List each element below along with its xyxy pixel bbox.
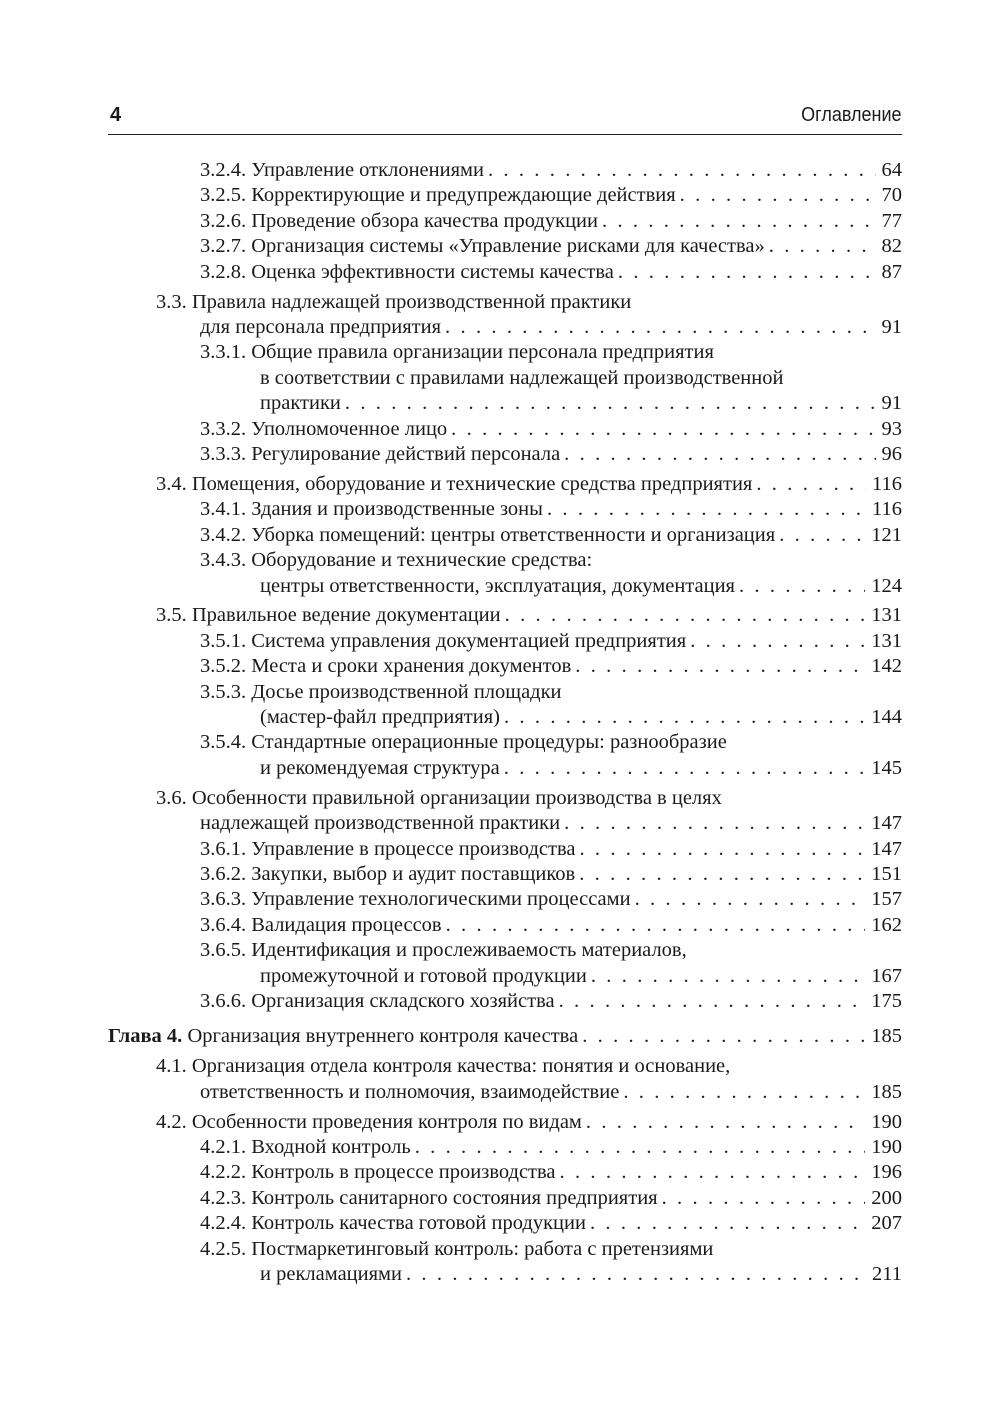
toc-number: 4.2. (156, 1110, 187, 1133)
toc-line (156, 290, 902, 315)
toc-number: 3.3.3. (200, 442, 247, 465)
toc-number: 3.2.6. (200, 209, 247, 232)
toc-line (156, 315, 902, 340)
dot-leader (586, 1110, 865, 1135)
toc-title: 3.2.4. Управление отклонениями (200, 159, 484, 181)
toc-title: для персонала предприятия (200, 315, 442, 338)
toc-title: 3.6.2. Закупки, выбор и аудит поставщиков (200, 862, 576, 885)
toc-number: 4.2.4. (200, 1212, 247, 1235)
dot-leader (564, 442, 875, 467)
dot-leader (547, 497, 866, 522)
toc-title: 3.2.8. Оценка эффективности системы качества (200, 260, 614, 283)
dot-leader (769, 234, 876, 259)
toc-entry[interactable] (108, 158, 902, 183)
toc-page-number: 124 (871, 574, 902, 597)
toc-entry[interactable] (108, 730, 902, 781)
toc-number: 3.4.3. (200, 549, 247, 572)
toc-number: 3.3. (156, 290, 187, 313)
toc-line (200, 340, 902, 365)
toc-title: 3.6.3. Управление технологическими процессами (200, 888, 631, 911)
toc-title: 3.3.1. Общие правила организации персонала предприятия (200, 341, 714, 364)
toc-page-number: 200 (871, 1186, 902, 1209)
dot-leader (579, 862, 865, 887)
toc-title: 3.4.3. Оборудование и технические средства: (200, 549, 593, 572)
toc-entry[interactable] (108, 234, 902, 259)
table-of-contents (108, 158, 902, 1287)
toc-page-number: 121 (871, 523, 902, 546)
toc-number: 3.2.8. (200, 260, 247, 283)
toc-line (156, 1080, 902, 1105)
toc-number: 3.6. (156, 786, 187, 809)
toc-page-number: 91 (881, 392, 902, 415)
toc-title: центры ответственности, эксплуатация, документация (260, 574, 735, 597)
toc-page-number: 77 (881, 209, 902, 232)
dot-leader (591, 964, 865, 989)
dot-leader (504, 756, 865, 781)
toc-line (108, 1024, 902, 1049)
toc-entry[interactable] (108, 1024, 902, 1049)
toc-line (200, 158, 902, 183)
toc-title: 4.2.5. Постмаркетинговый контроль: работа с претензиями (200, 1237, 714, 1260)
toc-page-number: 116 (872, 498, 902, 521)
toc-entry[interactable] (108, 1160, 902, 1185)
toc-line (200, 183, 902, 208)
toc-line (200, 260, 902, 285)
dot-leader (618, 260, 876, 285)
toc-page-number: 147 (871, 837, 902, 860)
toc-line (200, 938, 902, 963)
toc-page-number: 190 (871, 1136, 902, 1159)
toc-title: 3.3.3. Регулирование действий персонала (200, 442, 561, 465)
toc-title: 3.6.4. Валидация процессов (200, 913, 442, 936)
toc-number: 3.3.1. (200, 341, 247, 364)
dot-leader (690, 629, 865, 654)
toc-number: 4.2.1. (200, 1136, 247, 1159)
toc-page-number: 175 (871, 990, 902, 1012)
toc-number: 3.2.5. (200, 184, 247, 207)
toc-line (200, 442, 902, 467)
toc-page-number: 82 (881, 235, 902, 258)
toc-page-number: 162 (871, 913, 902, 936)
toc-line (200, 1211, 902, 1236)
toc-title: 3.5. Правильное ведение документации (156, 604, 501, 627)
dot-leader (345, 391, 876, 416)
dot-leader (635, 887, 866, 912)
dot-leader (756, 472, 866, 497)
toc-entry[interactable] (108, 260, 902, 285)
toc-number: 3.6.5. (200, 939, 247, 962)
dot-leader (560, 1160, 866, 1185)
toc-line (156, 1054, 902, 1079)
toc-line (200, 1237, 902, 1262)
toc-line (200, 680, 902, 705)
toc-page-number: 87 (881, 260, 902, 283)
dot-leader (779, 523, 865, 548)
toc-title: 3.2.7. Организация системы «Управление рисками для качества» (200, 235, 765, 258)
dot-leader (662, 1186, 866, 1211)
dot-leader (446, 913, 866, 938)
dot-leader (602, 209, 876, 234)
toc-title: промежуточной и готовой продукции (260, 964, 587, 987)
toc-entry[interactable] (108, 862, 902, 887)
toc-number: 4.2.2. (200, 1161, 247, 1184)
toc-number: 4.1. (156, 1055, 187, 1078)
toc-entry[interactable] (108, 989, 902, 1014)
toc-title: Глава 4. Организация внутреннего контроля качества (108, 1025, 579, 1048)
toc-line (200, 654, 902, 679)
toc-entry[interactable] (108, 680, 902, 731)
toc-page-number: 70 (881, 184, 902, 207)
toc-entry[interactable] (108, 629, 902, 654)
toc-number: 3.3.2. (200, 417, 247, 440)
toc-title: (мастер-файл предприятия) (260, 706, 500, 729)
toc-page-number: 185 (871, 1080, 902, 1103)
toc-line (156, 1110, 902, 1135)
dot-leader (451, 417, 875, 442)
toc-title: 3.3. Правила надлежащей производственной практики (156, 290, 632, 313)
toc-number: 3.4.2. (200, 523, 247, 546)
toc-page-number: 145 (871, 756, 902, 779)
toc-number: 3.6.2. (200, 862, 247, 885)
toc-line (156, 811, 902, 836)
toc-page-number: 64 (881, 159, 902, 181)
toc-title: 4.2. Особенности проведения контроля по видам (156, 1110, 582, 1133)
toc-title: 4.2.3. Контроль санитарного состояния предприятия (200, 1186, 658, 1209)
toc-title: 3.3.2. Уполномоченное лицо (200, 417, 448, 440)
toc-number: 4.2.5. (200, 1237, 247, 1260)
toc-page-number: 167 (871, 964, 902, 987)
toc-page-number: 207 (871, 1212, 902, 1235)
toc-number: 3.6.4. (200, 913, 247, 936)
toc-line (200, 730, 902, 755)
toc-entry[interactable] (108, 417, 902, 442)
toc-entry[interactable] (108, 472, 902, 497)
toc-title: практики (260, 392, 341, 415)
toc-entry[interactable] (108, 1186, 902, 1211)
toc-title: 3.4.1. Здания и производственные зоны (200, 498, 543, 521)
toc-title: 3.6.5. Идентификация и прослеживаемость материалов, (200, 939, 687, 962)
toc-title: 3.5.4. Стандартные операционные процедуры: разнообразие (200, 731, 727, 754)
toc-line (200, 417, 902, 442)
toc-page-number: 131 (871, 629, 902, 652)
toc-title: 3.6. Особенности правильной организации производства в целях (156, 786, 722, 809)
toc-title: 3.6.6. Организация складского хозяйства (200, 990, 555, 1012)
toc-title: ответственность и полномочия, взаимодействие (200, 1080, 620, 1103)
toc-line (200, 887, 902, 912)
toc-title: 3.4.2. Уборка помещений: центры ответственности и организация (200, 523, 776, 546)
toc-entry[interactable] (108, 209, 902, 234)
toc-entry[interactable] (108, 340, 902, 416)
toc-number: 3.5.4. (200, 731, 247, 754)
toc-page-number: 93 (881, 417, 902, 440)
toc-number: 4.2.3. (200, 1186, 247, 1209)
toc-line (200, 574, 902, 599)
toc-page-number: 157 (871, 888, 902, 911)
toc-number: 3.6.6. (200, 990, 247, 1012)
dot-leader (623, 1080, 865, 1105)
dot-leader (505, 603, 866, 628)
dot-leader (488, 158, 876, 183)
dot-leader (564, 811, 865, 836)
running-header (108, 104, 902, 135)
toc-line (200, 1135, 902, 1160)
toc-title: и рекомендуемая структура (260, 756, 500, 779)
toc-entry[interactable] (108, 290, 902, 341)
dot-leader (445, 315, 875, 340)
dot-leader (590, 1211, 865, 1236)
toc-number: 3.4.1. (200, 498, 247, 521)
toc-line (156, 786, 902, 811)
toc-number: 3.6.3. (200, 888, 247, 911)
toc-line (200, 209, 902, 234)
toc-title: 4.2.4. Контроль качества готовой продукции (200, 1212, 586, 1235)
toc-number: Глава 4. (108, 1025, 183, 1048)
toc-entry[interactable] (108, 1054, 902, 1105)
toc-entry[interactable] (108, 603, 902, 628)
toc-page-number: 144 (871, 706, 902, 729)
toc-entry[interactable] (108, 523, 902, 548)
toc-line (200, 1160, 902, 1185)
toc-line (156, 472, 902, 497)
toc-number: 3.6.1. (200, 837, 247, 860)
toc-title: 3.6.1. Управление в процессе производства (200, 837, 576, 860)
toc-entry[interactable] (108, 1211, 902, 1236)
dot-leader (406, 1262, 866, 1287)
toc-page-number: 131 (871, 604, 902, 627)
toc-line (200, 913, 902, 938)
toc-entry[interactable] (108, 654, 902, 679)
toc-line (200, 391, 902, 416)
toc-title: 4.2.1. Входной контроль (200, 1136, 411, 1159)
toc-page-number: 142 (871, 655, 902, 678)
toc-line (200, 1186, 902, 1211)
dot-leader (739, 574, 865, 599)
toc-entry[interactable] (108, 913, 902, 938)
dot-leader (415, 1135, 866, 1160)
toc-title: 3.2.5. Корректирующие и предупреждающие действия (200, 184, 676, 207)
toc-page-number: 211 (872, 1263, 902, 1286)
toc-title: 3.2.6. Проведение обзора качества продукции (200, 209, 598, 232)
toc-line (200, 523, 902, 548)
toc-line (200, 862, 902, 887)
toc-page-number: 96 (881, 442, 902, 465)
toc-line (200, 234, 902, 259)
toc-line (156, 603, 902, 628)
toc-line (200, 1262, 902, 1287)
toc-entry[interactable] (108, 1135, 902, 1160)
toc-entry[interactable] (108, 786, 902, 837)
dot-leader (680, 183, 876, 208)
dot-leader (582, 1024, 865, 1049)
toc-number: 3.4. (156, 472, 187, 495)
toc-title: 3.4. Помещения, оборудование и технические средства предприятия (156, 472, 753, 495)
toc-line (200, 548, 902, 573)
toc-title: 3.5.2. Места и сроки хранения документов (200, 655, 572, 678)
dot-leader (504, 705, 865, 730)
toc-entry[interactable] (108, 497, 902, 522)
toc-number: 3.2.4. (200, 159, 247, 181)
toc-entry[interactable] (108, 548, 902, 599)
toc-page-number: 91 (881, 315, 902, 338)
toc-page-number: 185 (871, 1025, 902, 1048)
toc-entry[interactable] (108, 887, 902, 912)
toc-title: надлежащей производственной практики (200, 812, 561, 835)
toc-line (200, 629, 902, 654)
toc-title: в соответствии с правилами надлежащей производственной (260, 366, 784, 389)
toc-line (200, 837, 902, 862)
toc-title: 3.5.1. Система управления документацией предприятия (200, 629, 687, 652)
toc-title: и рекламациями (260, 1263, 402, 1286)
toc-page-number: 151 (871, 862, 902, 885)
toc-number: 3.5.3. (200, 680, 247, 703)
dot-leader (575, 654, 865, 679)
toc-number: 3.2.7. (200, 235, 247, 258)
toc-line (200, 497, 902, 522)
toc-line (200, 705, 902, 730)
toc-number: 3.5.2. (200, 655, 247, 678)
dot-leader (559, 989, 866, 1014)
dot-leader (579, 837, 865, 862)
toc-entry[interactable] (108, 938, 902, 989)
toc-title: 4.1. Организация отдела контроля качества: понятия и основание, (156, 1055, 731, 1078)
toc-entry[interactable] (108, 837, 902, 862)
toc-page-number: 147 (871, 812, 902, 835)
toc-entry[interactable] (108, 183, 902, 208)
toc-line (200, 989, 902, 1014)
toc-page-number: 116 (872, 472, 902, 495)
toc-entry[interactable] (108, 1110, 902, 1135)
toc-line (200, 964, 902, 989)
toc-line (200, 366, 902, 391)
toc-page-number: 196 (871, 1161, 902, 1184)
running-title: Оглавление (801, 104, 902, 126)
toc-number: 3.5. (156, 604, 187, 627)
toc-entry[interactable] (108, 1237, 902, 1288)
toc-title: 3.5.3. Досье производственной площадки (200, 680, 562, 703)
toc-entry[interactable] (108, 442, 902, 467)
toc-title: 4.2.2. Контроль в процессе производства (200, 1161, 556, 1184)
page-number: 4 (110, 104, 122, 126)
toc-number: 3.5.1. (200, 629, 247, 652)
toc-page-number: 190 (871, 1110, 902, 1133)
toc-line (200, 756, 902, 781)
